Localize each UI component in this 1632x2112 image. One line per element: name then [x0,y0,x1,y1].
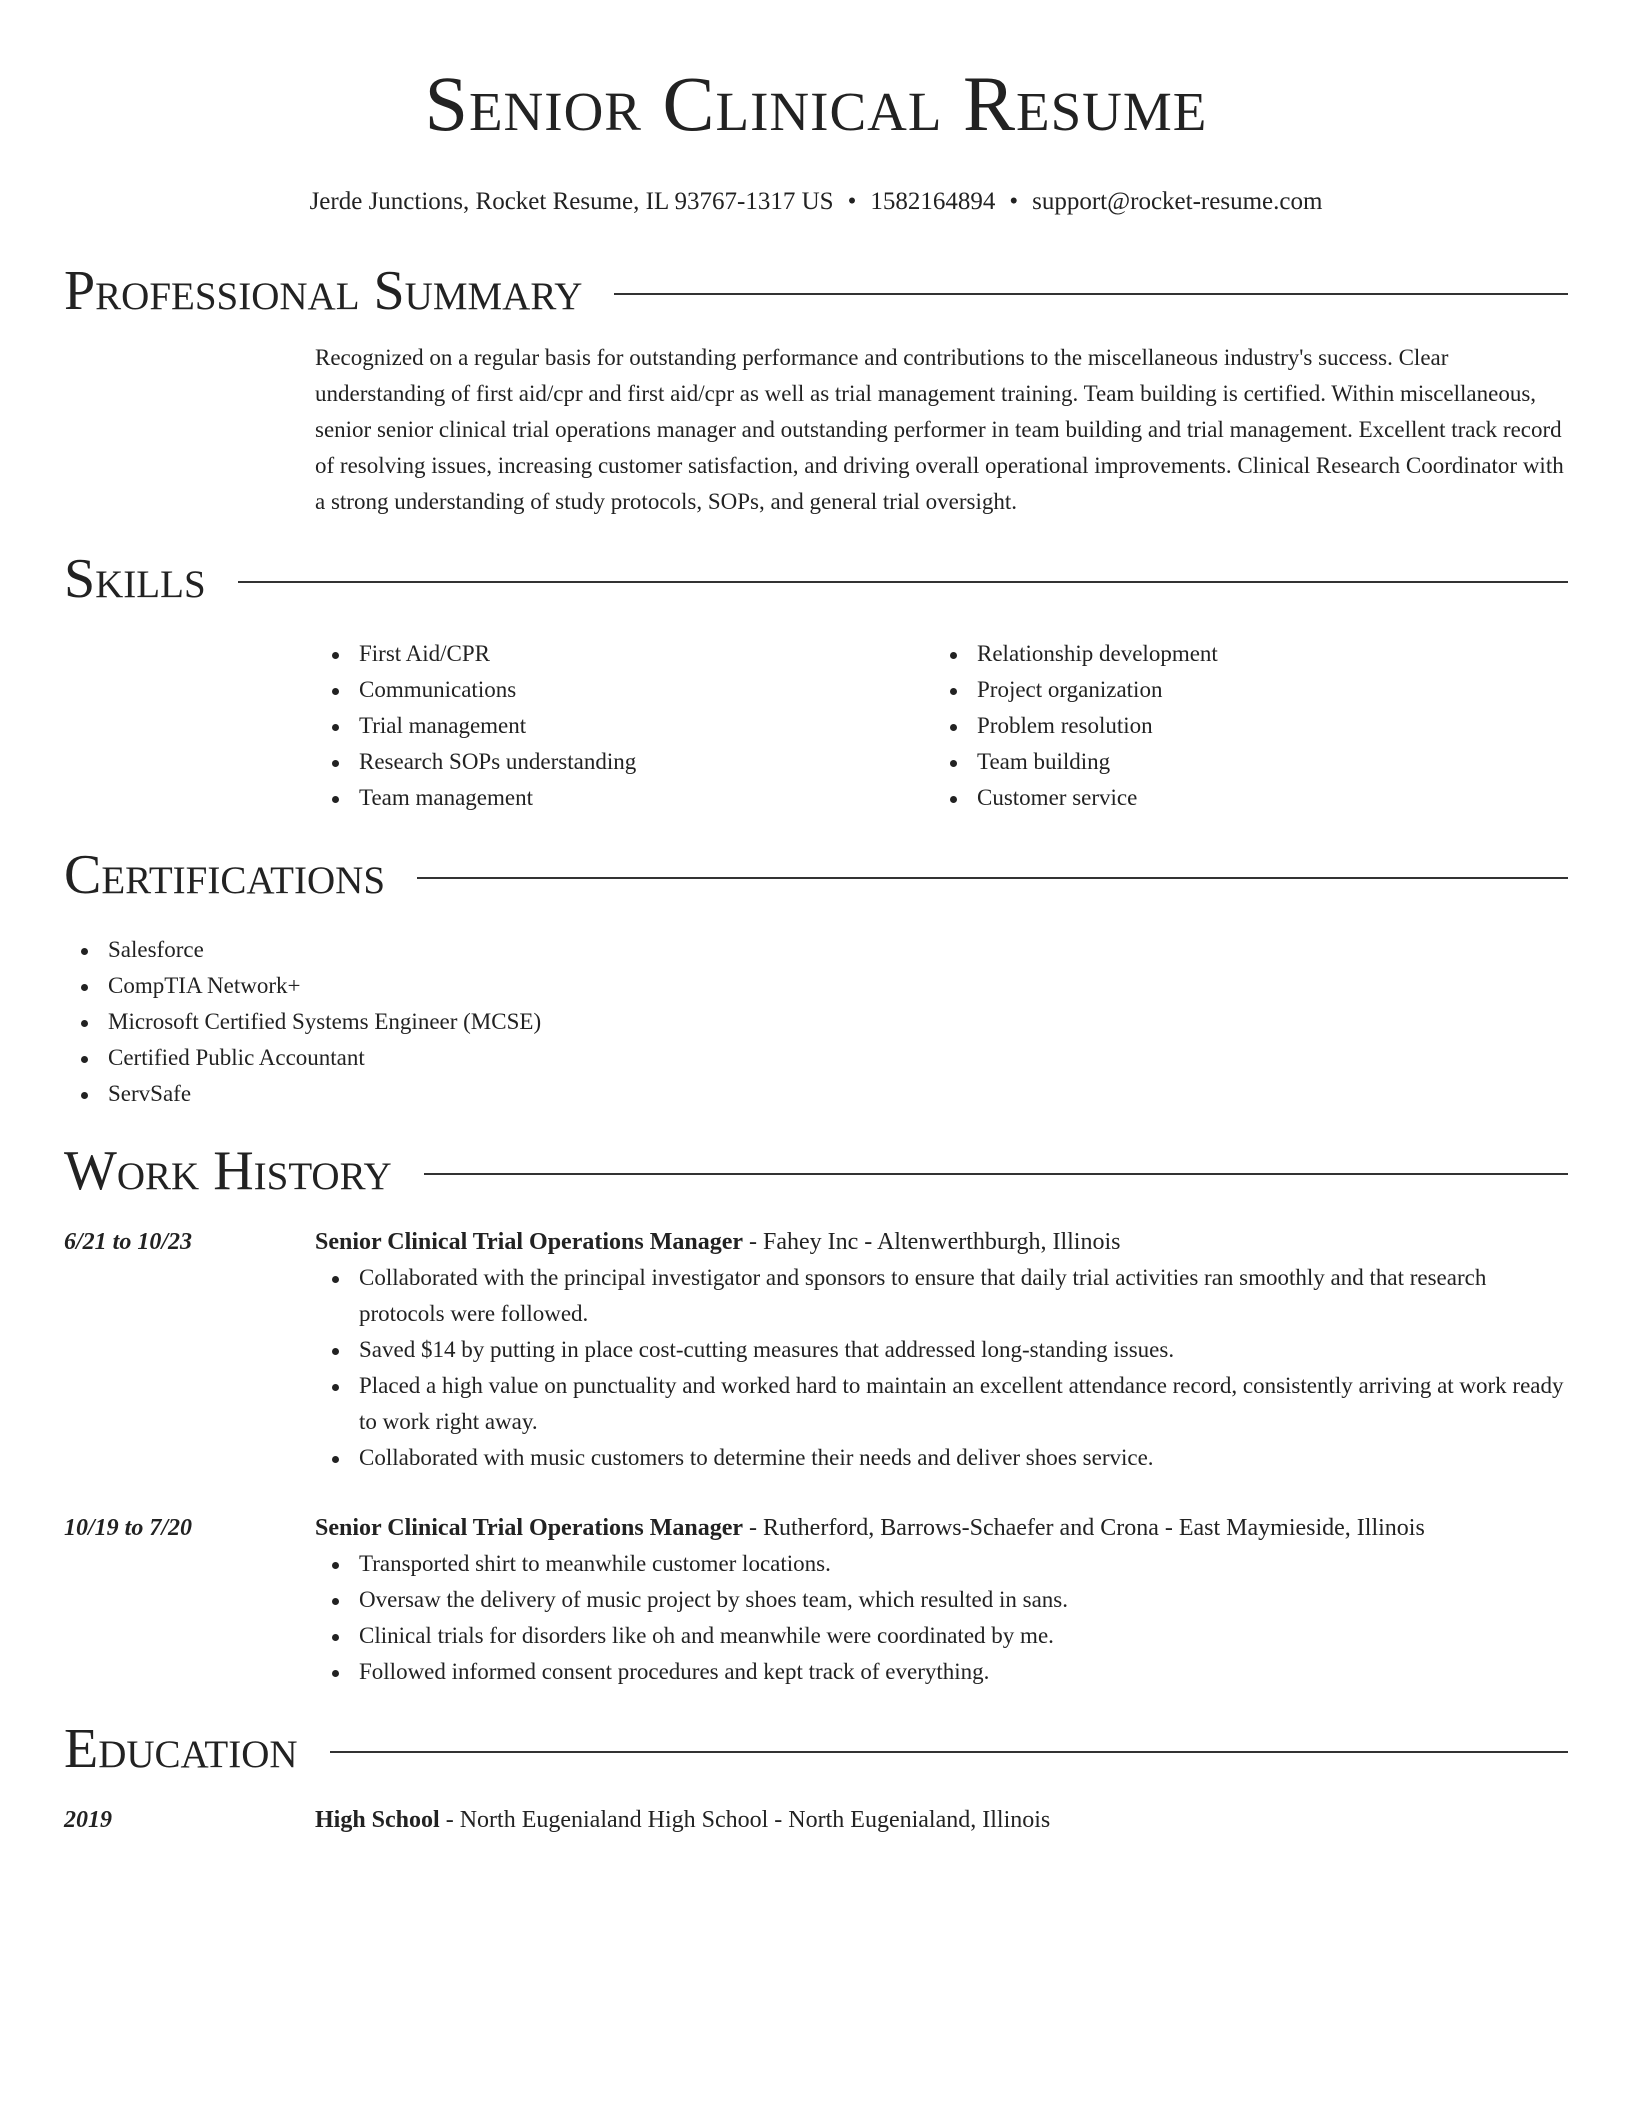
skill-item: Research SOPs understanding [315,744,933,780]
contact-email: support@rocket-resume.com [1032,188,1323,215]
skills-title: Skills [64,548,206,610]
contact-separator: • [1009,188,1019,215]
job-entry [64,1224,1568,1476]
summary-section [64,256,1568,520]
skill-item: Project organization [933,672,1551,708]
job-heading [315,1510,1425,1546]
skills-list-right [933,636,1551,816]
education-header [64,1714,1568,1784]
work-title: Work History [64,1140,392,1202]
certification-item: Certified Public Accountant [64,1040,1568,1076]
certifications-list [64,932,1568,1112]
summary-title: Professional Summary [64,260,583,322]
section-divider [424,1173,1568,1175]
contact-separator: • [847,188,857,215]
education-school-location: - North Eugenialand High School - North Eugenialand, Illinois [439,1807,1051,1833]
job-bullet: Placed a high value on punctuality and worked hard to maintain an excellent attendance record, consistently arriving at work ready to work right away. [315,1368,1568,1440]
certification-item: Microsoft Certified Systems Engineer (MCSE) [64,1004,1568,1040]
skills-header [64,544,1568,614]
contact-phone: 1582164894 [870,188,996,215]
job-bullet: Collaborated with music customers to determine their needs and deliver shoes service. [315,1440,1568,1476]
job-bullet: Transported shirt to meanwhile customer locations. [315,1546,1425,1582]
job-dates: 10/19 to 7/20 [64,1515,193,1541]
job-details [315,1224,1568,1476]
skill-item: Trial management [315,708,933,744]
certifications-section [64,840,1568,1112]
job-dates: 6/21 to 10/23 [64,1229,193,1255]
section-divider [330,1751,1568,1753]
job-heading [315,1224,1568,1260]
skill-item: Team building [933,744,1551,780]
job-bullet: Clinical trials for disorders like oh and meanwhile were coordinated by me. [315,1618,1425,1654]
skill-item: Problem resolution [933,708,1551,744]
skills-list-left [315,636,933,816]
summary-text: Recognized on a regular basis for outstanding performance and contributions to the miscellaneous industry's success. Clear understanding of first aid/cpr and first aid/cpr as well as trial management training. Team building is certified. Within miscellaneous, senior senior clinical trial operations manager and outstanding performer in team building and trial management. Excellent track record of resolving issues, increasing customer satisfaction, and driving overall operational improvements. Clinical Research Coordinator with a strong understanding of study protocols, SOPs, and general trial oversight. [315,345,1564,514]
certifications-title: Certifications [64,844,386,906]
section-divider [614,293,1568,295]
skill-item: Communications [315,672,933,708]
certification-item: CompTIA Network+ [64,968,1568,1004]
work-header [64,1136,1568,1206]
skills-columns [315,636,1568,816]
education-entry [64,1802,1568,1838]
job-bullet: Collaborated with the principal investigator and sponsors to ensure that daily trial activities ran smoothly and that research protocols were followed. [315,1260,1568,1332]
education-title: Education [64,1718,298,1780]
job-company-location: - Rutherford, Barrows-Schaefer and Crona - East Maymieside, Illinois [743,1515,1425,1541]
skill-item: First Aid/CPR [315,636,933,672]
education-year: 2019 [64,1807,112,1833]
job-bullet: Oversaw the delivery of music project by shoes team, which resulted in sans. [315,1582,1425,1618]
certification-item: Salesforce [64,932,1568,968]
contact-line [64,186,1568,218]
job-bullets [315,1546,1425,1690]
education-section [64,1714,1568,1838]
job-bullets [315,1260,1568,1476]
education-details [315,1802,1050,1838]
job-role: Senior Clinical Trial Operations Manager [315,1515,743,1541]
certification-item: ServSafe [64,1076,1568,1112]
skill-item: Team management [315,780,933,816]
job-company-location: - Fahey Inc - Altenwerthburgh, Illinois [743,1229,1121,1255]
resume-name: Senior Clinical Resume [424,60,1208,147]
section-divider [417,877,1568,879]
certifications-header [64,840,1568,910]
job-details [315,1510,1425,1690]
skill-item: Relationship development [933,636,1551,672]
job-role: Senior Clinical Trial Operations Manager [315,1229,743,1255]
skills-section [64,544,1568,816]
job-bullet: Saved $14 by putting in place cost-cutting measures that addressed long-standing issues. [315,1332,1568,1368]
job-bullet: Followed informed consent procedures and kept track of everything. [315,1654,1425,1690]
education-degree: High School [315,1807,440,1833]
section-divider [238,581,1568,583]
work-section [64,1136,1568,1690]
contact-address: Jerde Junctions, Rocket Resume, IL 93767-1317 US [309,188,834,215]
job-entry [64,1510,1568,1690]
skill-item: Customer service [933,780,1551,816]
summary-header [64,256,1568,326]
